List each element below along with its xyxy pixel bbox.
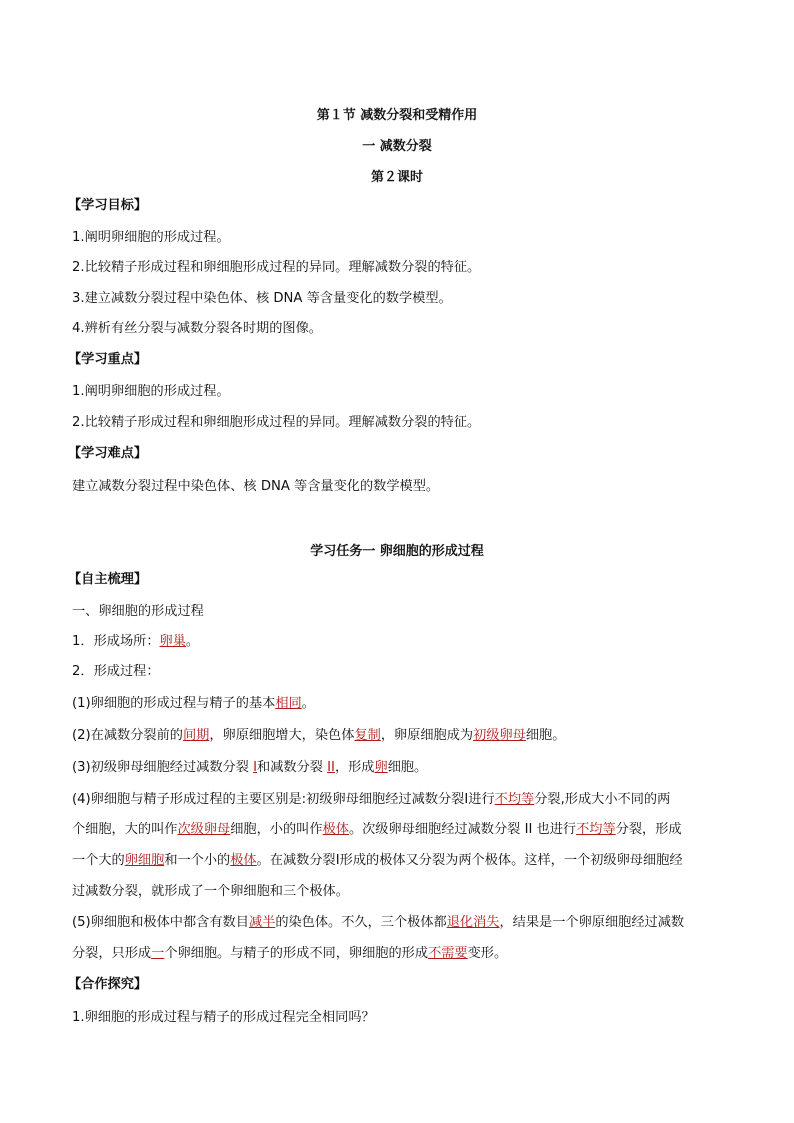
- paragraph-4-line-1: (4)卵细胞与精子形成过程的主要区别是:初级卵母细胞经过减数分裂Ⅰ进行不均等分裂,形成大小不同的两: [72, 792, 671, 807]
- goal-item: 1.阐明卵细胞的形成过程。: [72, 230, 230, 245]
- goal-item: 3.建立减数分裂过程中染色体、核 DNA 等含量变化的数学模型。: [72, 291, 452, 306]
- lesson-title: 第２课时: [370, 170, 423, 185]
- answer-fill: 卵巢: [159, 634, 186, 649]
- difficulties-heading: 【学习难点】: [68, 446, 148, 461]
- answer-fill: 卵: [374, 760, 388, 775]
- key-points-heading: 【学习重点】: [68, 352, 148, 367]
- paragraph-2: (2)在减数分裂前的间期，卵原细胞增大，染色体复制，卵原细胞成为初级卵母细胞。: [72, 728, 566, 743]
- paragraph-5-line-1: (5)卵细胞和极体中都含有数目减半的染色体。不久，三个极体都退化消失，结果是一个卵原细胞经过减数: [72, 915, 685, 930]
- answer-fill: 间期: [183, 728, 210, 743]
- answer-fill: 初级卵母: [473, 728, 526, 743]
- key-point-item: 2.比较精子形成过程和卵细胞形成过程的异同。理解减数分裂的特征。: [72, 415, 481, 430]
- coop-heading: 【合作探究】: [68, 977, 148, 992]
- task-title: 学习任务一 卵细胞的形成过程: [310, 544, 484, 559]
- answer-fill: 不均等: [494, 792, 535, 807]
- formation-process-label: 2．形成过程：: [72, 664, 160, 679]
- answer-fill: 复制: [354, 728, 381, 743]
- difficulty-item: 建立减数分裂过程中染色体、核 DNA 等含量变化的数学模型。: [72, 479, 440, 494]
- answer-fill: 极体: [230, 853, 257, 868]
- self-study-heading: 【自主梳理】: [68, 572, 148, 587]
- paragraph-1: (1)卵细胞的形成过程与精子的基本相同。: [72, 696, 315, 711]
- answer-fill: II: [327, 760, 335, 775]
- answer-fill: 不需要: [428, 946, 468, 961]
- answer-fill: 相同: [275, 696, 302, 711]
- paragraph-4-line-4: 过减数分裂，就形成了一个卵细胞和三个极体。: [72, 884, 349, 899]
- section-title: 第１节 减数分裂和受精作用: [316, 108, 478, 123]
- answer-fill: 一: [151, 946, 165, 961]
- question-1: 1.卵细胞的形成过程与精子的形成过程完全相同吗？: [72, 1010, 375, 1025]
- answer-fill: 卵细胞: [124, 853, 165, 868]
- part-title: 一 减数分裂: [362, 139, 432, 154]
- answer-fill: 次级卵母: [177, 822, 231, 837]
- formation-site: 1．形成场所：卵巢。: [72, 634, 200, 649]
- paragraph-4-line-3: 一个大的卵细胞和一个小的极体。在减数分裂Ⅰ形成的极体又分裂为两个极体。这样，一个初级卵母细胞经: [72, 853, 683, 868]
- answer-fill: 极体: [322, 822, 349, 837]
- paragraph-3: (3)初级卵母细胞经过减数分裂 I和减数分裂 II，形成卵细胞。: [72, 760, 428, 775]
- answer-fill: 退化消失: [446, 915, 500, 930]
- answer-fill: 不均等: [576, 822, 616, 837]
- paragraph-4-line-2: 个细胞，大的叫作次级卵母细胞，小的叫作极体。次级卵母细胞经过减数分裂 II 也进行不均等分裂，形成: [72, 822, 682, 837]
- goal-item: 2.比较精子形成过程和卵细胞形成过程的异同。理解减数分裂的特征。: [72, 260, 481, 275]
- key-point-item: 1.阐明卵细胞的形成过程。: [72, 384, 230, 399]
- answer-fill: 减半: [248, 915, 276, 930]
- goal-item: 4.辨析有丝分裂与减数分裂各时期的图像。: [72, 321, 322, 336]
- goals-heading: 【学习目标】: [68, 198, 148, 213]
- paragraph-5-line-2: 分裂，只形成一个卵细胞。与精子的形成不同，卵细胞的形成不需要变形。: [72, 946, 508, 961]
- answer-fill: I: [253, 760, 258, 775]
- sub-heading: 一、卵细胞的形成过程: [72, 604, 204, 619]
